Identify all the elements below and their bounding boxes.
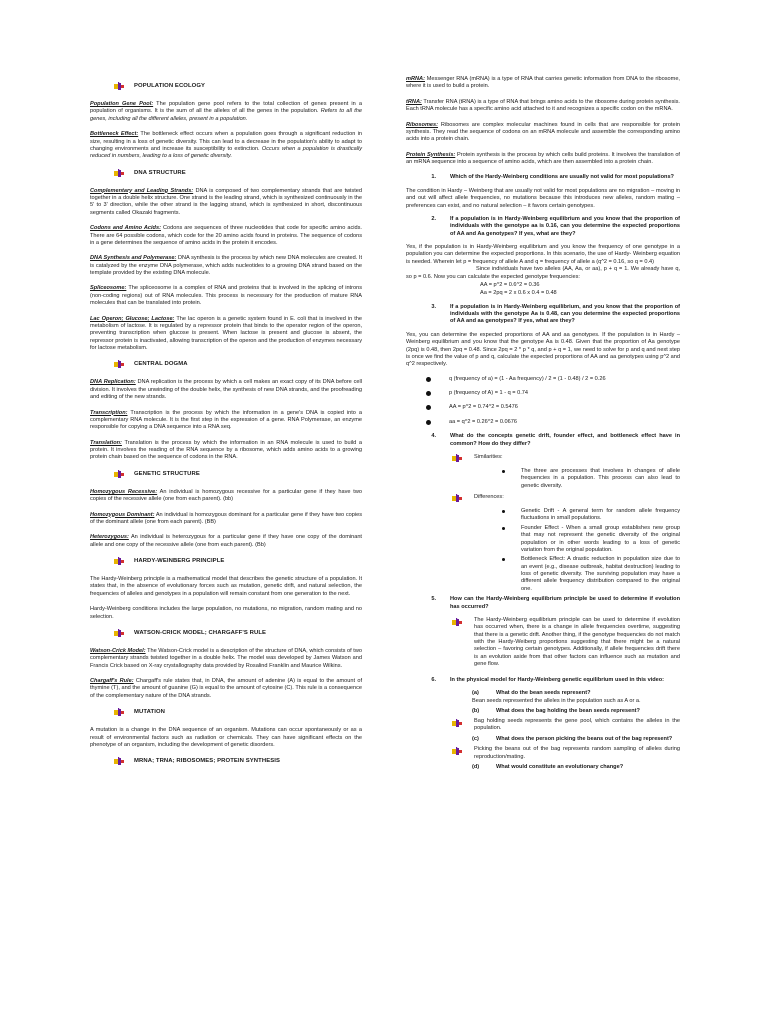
definition: Transfer RNA (tRNA) is a type of RNA that brings amino acids to the ribosome during protein synthesis. Each tRNA molecule has a specific amino acid attached to it and recognizes a specific codon on the mRNA.	[406, 98, 680, 113]
question-number: 3.	[431, 303, 436, 310]
answer: Yes, if the population is in Hardy-Weinberg equilibrium and you know the frequency of one genotype in a population you can determine the expected proportions. In this scenario, the use of Hardy- Weinberg equation is needed. Wherein let p = frequency of allele A and q = frequency of allele a (q^2 = 0.16, so q = 0.4)	[406, 244, 680, 265]
answer-text: Picking the beans out of the bag represents random sampling of alleles during reproduction/mating.	[474, 746, 680, 760]
sub-question-label: (d)	[472, 763, 480, 770]
section-header	[114, 708, 362, 718]
pointing-hand-icon	[452, 719, 462, 729]
section-title: WATSON-CRICK MODEL; CHARGAFF'S RULE	[134, 629, 267, 636]
paragraph	[90, 512, 362, 527]
answer: Yes, you can determine the expected proportions of AA and aa genotypes. If the population is in Hardy – Weinberg equilibrium and you know that the genotype Aa is 0.48. Given that the proportion of Aa genotype (2pq) is 0.48, then 2pq = 0.48. Since 2pq = 2 * p * q, and p + q = 1, we need to solve for p and q and next step is once we find the value of p and q, calculate the expected proportions of AA and aa genotypes using p^2 and q^2 respectively.	[406, 331, 680, 368]
definition: Ribosomes are complex molecular machines found in cells that are responsible for protein synthesis. They read the sequence of codons on an mRNA molecule and assemble the corresponding amino acids into a protein chain.	[406, 121, 680, 143]
term: Watson-Crick Model:	[90, 647, 146, 654]
question-text: Which of the Hardy-Weinberg conditions are usually not valid for most populations?	[450, 174, 674, 181]
paragraph	[406, 99, 680, 114]
section-header	[114, 470, 362, 480]
section-title: MRNA; TRNA; RIBOSOMES; PROTEIN SYNTHESIS	[134, 758, 281, 765]
term: DNA Replication:	[90, 379, 136, 386]
definition: The Watson-Crick model is a description of the structure of DNA, which consists of two complementary strands twisted together in a double helix. The model was developed by James Watson and Francis Crick based on X-ray crystallography data provided by Rosalind Franklin and Maurice Wilkins.	[90, 647, 362, 669]
pointing-hand-icon	[114, 82, 124, 92]
paragraph	[90, 410, 362, 432]
sub-question-text: What do the bean seeds represent?	[496, 689, 591, 696]
sub-question-text: What would constitute an evolutionary change?	[496, 763, 624, 770]
list-item	[502, 525, 680, 555]
definition: Transcription is the process by which the information in a gene's DNA is copied into a complementary RNA molecule. It is the first step in the expression of a gene. RNA Polymerase, an enzyme responsible for copying a DNA sequence into a RNA seq.	[90, 409, 362, 431]
note: Occurs when a population is drastically reduced in numbers, leading to a loss of genetic diversity.	[90, 145, 363, 160]
section-title: DNA STRUCTURE	[134, 169, 186, 176]
section-title: HARDY-WEINBERG PRINCIPLE	[134, 558, 225, 565]
definition: Protein synthesis is the process by which cells build proteins. It involves the translation of an mRNA sequence into a sequence of amino acids, which are then assembled into a protein chain.	[406, 151, 680, 165]
term: Complementary and Leading Strands:	[90, 187, 194, 194]
definition: An individual is homozygous recessive for a particular gene if they have two copies of the recessive allele (one from each parent). (bb)	[90, 488, 363, 503]
definition: An individual is homozygous dominant for a particular gene if they have two copies of the dominant allele (one from each parent). (BB)	[90, 511, 363, 525]
term: Chargaff's Rule:	[90, 678, 134, 684]
definition: The lac operon is a genetic system found in E. coli that is involved in the metabolism of lactose. It is regulated by a repressor protein that binds to the operator region of the operon, preventing transcription when glucose is present. When lactose is present and glucose is absent, the repressor protein is inactivated, allowing transcription of the operon and the production of enzymes necessary for lactose metabolism.	[90, 315, 362, 351]
paragraph	[406, 152, 680, 167]
section-header	[114, 757, 362, 767]
answer-text: Bag holding seeds represents the gene pool, which contains the alleles in the population.	[474, 718, 680, 732]
term: Lac Operon; Glucose; Lactose:	[90, 315, 175, 322]
list-item	[426, 404, 680, 411]
bullet-icon	[502, 558, 505, 561]
question	[406, 433, 680, 448]
term: tRNA:	[406, 98, 422, 105]
list-item	[426, 419, 680, 426]
answer: Since individuals have two alleles (AA, Aa, or aa), p + q = 1. We already have q, so p = 0.6. Now you can calculate the expected genotype frequencies:	[406, 266, 680, 280]
equation: AA = p^2 = 0.6^2 = 0.36	[480, 281, 540, 288]
pointing-hand-icon	[114, 708, 124, 718]
question-number: 1.	[431, 174, 436, 181]
list-item-text: The three are processes that involves in changes of allele frequencies in a population. This process can also lead to genetic diversity.	[521, 467, 680, 489]
sub-question-label: (c)	[472, 735, 479, 742]
list-item	[502, 468, 680, 490]
pointing-hand-icon	[114, 470, 124, 480]
subheading-label: Similarities:	[474, 453, 503, 460]
bullet-icon	[502, 510, 505, 513]
paragraph	[90, 534, 362, 549]
bullet-icon	[502, 527, 505, 530]
definition: Translation is the process by which the information in an RNA molecule is used to build a protein. It involves the reading of the RNA sequence by a ribosome, which adds amino acids to a growing protein chain based on the sequence of codons in the RNA.	[90, 439, 362, 461]
definition: The spliceosome is a complex of RNA and proteins that is involved in the splicing of introns (non-coding regions) out of RNA molecules. This process is necessary for the production of mature RNA molecules that can be translated into protein.	[90, 285, 362, 307]
question-number: 4.	[431, 433, 436, 440]
paragraph	[90, 255, 362, 277]
subheading	[452, 454, 680, 464]
list-item-text: AA = p^2 = 0.74^2 = 0.5476	[449, 404, 518, 411]
definition: DNA is composed of two complementary strands that are twisted together in a double helix structure. One strand is the leading strand, which is synthesized continuously in the 5' to 3' direction, while the other strand is the lagging strand, which is synthesized in short, discontinuous segments called Okazaki fragments.	[90, 187, 363, 216]
list-item-text: Founder Effect - When a small group establishes new group that may not represent the genetic diversity of the original population or in other words leading to a loss of genetic variation from the original population.	[521, 524, 680, 553]
section-header	[114, 169, 362, 179]
question-text: If a population is in Hardy-Weinberg equilibrium, and you know that the proportion of individuals with the genotype Aa is 0.48, can you determine the expected proportions of AA and aa genotypes? If yes, what are they?	[450, 303, 680, 325]
sub-answer: Bean seeds represented the alleles in the population such as A or a.	[472, 698, 641, 705]
pointing-hand-icon	[114, 629, 124, 639]
term: Bottleneck Effect:	[90, 131, 139, 138]
pointing-hand-icon	[452, 454, 462, 464]
paragraph	[406, 122, 680, 144]
question	[406, 677, 680, 684]
definition: An individual is heterozygous for a particular gene if they have one copy of the dominant allele and one copy of the recessive allele (one from each parent). (Bb)	[90, 534, 362, 548]
section-header	[114, 629, 362, 639]
question	[406, 596, 680, 611]
term: mRNA:	[406, 76, 425, 82]
pointing-hand-icon	[114, 557, 124, 567]
paragraph	[90, 188, 362, 218]
sub-question-text: What does the person picking the beans out of the bag represent?	[496, 735, 673, 742]
definition: DNA replication is the process by which a cell makes an exact copy of its DNA before cell division. It involves the unwinding of the double helix, the synthesis of new DNA strands, and the proofreading and editing of the new strands.	[90, 379, 362, 401]
definition: DNA synthesis is the process by which new DNA molecules are created. It is catalyzed by the enzyme DNA polymerase, which adds nucleotides to a growing DNA strand based on the template provided by the existing DNA molecule.	[90, 255, 363, 276]
definition: The population gene pool refers to the total collection of genes present in a population of organisms. It is the sum of all the alleles of all the genes in the population.	[90, 101, 362, 115]
pointing-hand-icon	[452, 494, 462, 504]
question	[406, 174, 680, 181]
term: Codons and Amino Acids:	[90, 225, 161, 232]
equation: Aa = 2pq = 2 x 0.6 x 0.4 = 0.48	[480, 290, 557, 297]
paragraph	[90, 379, 362, 401]
question-text: How can the Hardy-Weinberg equilibrium principle be used to determine if evolution has occurred?	[450, 596, 680, 610]
section-header	[114, 557, 362, 567]
bullet-icon	[426, 405, 431, 410]
term: DNA Synthesis and Polymerase:	[90, 255, 177, 262]
list-item-text: q (frequency of a) = (1 - Aa frequency) / 2 = (1 - 0.48) / 2 = 0.26	[449, 375, 606, 382]
sub-answer	[452, 718, 680, 733]
paragraph	[90, 316, 362, 353]
left-column	[90, 76, 362, 776]
paragraph	[90, 285, 362, 307]
term: Protein Synthesis:	[406, 151, 456, 158]
list-item	[426, 390, 680, 397]
term: Population Gene Pool:	[90, 101, 154, 107]
sub-question	[472, 736, 680, 743]
term: Ribosomes:	[406, 121, 439, 128]
pointing-hand-icon	[114, 757, 124, 767]
question-number: 2.	[431, 215, 436, 222]
pointing-hand-icon	[114, 360, 124, 370]
sub-question-label: (b)	[472, 707, 480, 714]
paragraph	[90, 678, 362, 700]
term: Heterozygous:	[90, 534, 129, 541]
question-text: If a population is in Hardy-Weinberg equilibrium and you know that the proportion of individuals with the genotype aa is 0.16, can you determine the expected proportions of AA and Aa genotypes? If yes, what are they?	[450, 215, 680, 237]
section-title: POPULATION ECOLOGY	[134, 83, 206, 90]
question	[406, 216, 680, 238]
paragraph	[90, 440, 362, 462]
paragraph	[90, 489, 362, 504]
definition: The bottleneck effect occurs when a population goes through a significant reduction in size, resulting in a loss of genetic diversity. This can lead to a decrease in the population's ability to adapt to changing environments and increase its susceptibility to extinction.	[90, 131, 362, 152]
subheading-label: Differences:	[474, 494, 504, 500]
note: Refers to all the genes, including all the different alleles, present in a population.	[90, 108, 362, 122]
answer: The condition in Hardy – Weinberg that are usually not valid for most populations are no migration – moving in and out will affect allele frequencies, no mutations because this introduces new alleles, random mating – preferences can exist, and no natural selection – it favors certain genotypes.	[406, 187, 680, 209]
term: Translation:	[90, 439, 122, 446]
section-title: MUTATION	[134, 709, 166, 716]
list-item	[502, 508, 680, 523]
sub-answer	[452, 746, 680, 761]
term: Homozygous Recessive:	[90, 488, 158, 495]
subheading	[452, 494, 680, 504]
paragraph: Hardy-Weinberg conditions includes the large population, no mutations, no migration, random mating and no selection.	[90, 606, 362, 620]
paragraph	[406, 76, 680, 91]
section-title: GENETIC STRUCTURE	[134, 470, 200, 477]
bullet-icon	[426, 391, 431, 396]
paragraph	[90, 648, 362, 670]
term: Spliceosome:	[90, 285, 127, 292]
bullet-icon	[426, 420, 431, 425]
list-item	[426, 376, 680, 383]
question-text: What do the concepts genetic drift, founder effect, and bottleneck effect have in common? How do they differ?	[450, 433, 680, 447]
answer-text: The Hardy-Weinberg equilibrium principle can be used to determine if evolution has occurred when, there is a change in allele frequencies overtime, suggesting that there is a genetic drift. Another thing, if the genotype frequencies do not match with the Hardy-Weiberg proportions suggesting that there might be a natural selection – favoring certain genotypes. Additionally, if allele frequencies drift there is an evolution aside from that other factors can influence such as mutation and gene flow.	[474, 616, 680, 668]
pointing-hand-icon	[452, 747, 462, 757]
pointing-hand-icon	[452, 618, 462, 628]
section-header	[114, 360, 362, 370]
list-item-text: Bottleneck Effect: A drastic reduction in population size due to an event (e.g., disease outbreak, habitat destruction) leading to loss of genetic diversity. The surviving population may have a different allele frequency distribution compared to the original one.	[521, 556, 680, 592]
question-number: 6.	[431, 676, 436, 683]
section-title: CENTRAL DOGMA	[134, 361, 188, 368]
paragraph	[90, 101, 362, 123]
sub-question	[472, 690, 680, 697]
paragraph: A mutation is a change in the DNA sequence of an organism. Mutations can occur spontaneously or as a result of environmental factors such as radiation or chemicals. They can have significant effects on the phenotype of an organism, including the development of genetic disorders.	[90, 727, 362, 748]
paragraph	[90, 131, 362, 161]
question-text: In the physical model for Hardy-Weinberg genetic equilibrium used in this video:	[450, 676, 665, 683]
question-number: 5.	[431, 596, 436, 603]
sub-question-text: What does the bag holding the bean seeds represent?	[496, 707, 640, 714]
definition: Codons are sequences of three nucleotides that code for specific amino acids. There are 64 possible codons, which code for the 20 amino acids found in proteins. The sequence of codons in a gene determines the sequence of amino acids in the protein it encodes.	[90, 225, 362, 246]
question	[406, 304, 680, 326]
pointing-hand-icon	[114, 169, 124, 179]
bullet-icon	[426, 377, 431, 382]
answer	[452, 617, 680, 669]
definition: Chargaff's rule states that, in DNA, the amount of adenine (A) is equal to the amount of thymine (T), and the amount of guanine (G) is equal to the amount of cytosine (C). This rule is a consequence of the complementary nature of the DNA strands.	[90, 678, 362, 699]
definition: Messenger RNA (mRNA) is a type of RNA that carries genetic information from DNA to the ribosome, where it is used to build a protein.	[406, 76, 680, 90]
right-column	[406, 76, 680, 772]
section-header	[114, 82, 362, 92]
sub-question	[472, 708, 680, 715]
list-item	[502, 556, 680, 593]
paragraph	[90, 225, 362, 247]
term: Transcription:	[90, 409, 128, 416]
paragraph: The Hardy-Weinberg principle is a mathematical model that describes the genetic structure of a population. It states that, in the absence of evolutionary forces such as mutation, genetic drift, and natural selection, the frequencies of alleles and genotypes in a population will remain constant from one generation to the next.	[90, 576, 362, 597]
term: Homozygous Dominant:	[90, 511, 155, 518]
sub-question	[472, 764, 680, 771]
list-item-text: Genetic Drift - A general term for random allele frequency fluctuations in small populations.	[521, 508, 680, 522]
list-item-text: p (frequency of A) = 1 - q = 0.74	[449, 390, 528, 396]
list-item-text: aa = q^2 = 0.26^2 = 0.0676	[449, 418, 517, 425]
sub-question-label: (a)	[472, 689, 479, 696]
bullet-icon	[502, 470, 505, 473]
